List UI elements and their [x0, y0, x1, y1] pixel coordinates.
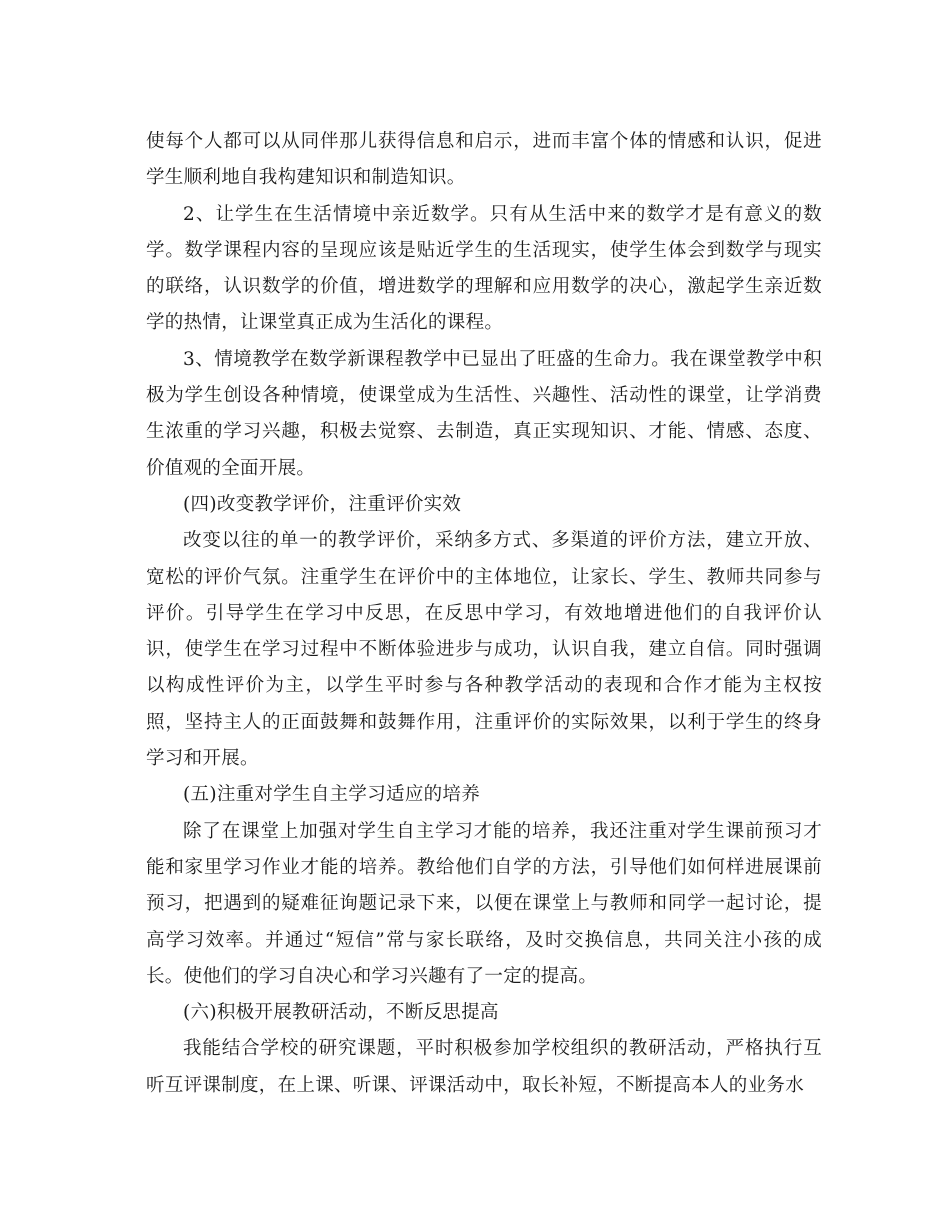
paragraph-point-2: 2、让学生在生活情境中亲近数学。只有从生活中来的数学才是有意义的数学。数学课程内容的呈现应该是贴近学生的生活现实，使学生体会到数学与现实的联络，认识数学的价值，增进数学的理解和应用数学的决心，激起学生亲近数学的热情，让课堂真正成为生活化的课程。	[146, 203, 822, 334]
paragraph-evaluation: 改变以往的单一的教学评价，采纳多方式、多渠道的评价方法，建立开放、宽松的评价气氛。注重学生在评价中的主体地位，让家长、学生、教师共同参与评价。引导学生在学习中反思，在反思中学习，有效地增进他们的自我评价认识，使学生在学习过程中不断体验进步与成功，认识自我，建立自信。同时强调以构成性评价为主，以学生平时参与各种教学活动的表现和合作才能为主权按照，坚持主人的正面鼓舞和鼓舞作用，注重评价的实际效果，以利于学生的终身学习和开展。	[146, 530, 822, 770]
document-body	[146, 124, 822, 1104]
paragraph-point-3: 3、情境教学在数学新课程教学中已显出了旺盛的生命力。我在课堂教学中积极为学生创设各种情境，使课堂成为生活性、兴趣性、活动性的课堂，让学消费生浓重的学习兴趣，积极去觉察、去制造，真正实现知识、才能、情感、态度、价值观的全面开展。	[146, 348, 822, 479]
paragraph-continuation: 使每个人都可以从同伴那儿获得信息和启示，进而丰富个体的情感和认识，促进学生顺利地自我构建知识和制造知识。	[146, 131, 822, 189]
section-heading-5: (五)注重对学生自主学习适应的培养	[183, 784, 481, 806]
section-heading-6: (六)积极开展教研活动，不断反思提高	[183, 1002, 499, 1024]
paragraph-research: 我能结合学校的研究课题，平时积极参加学校组织的教研活动，严格执行互听互评课制度，在上课、听课、评课活动中，取长补短，不断提高本人的业务水	[146, 1038, 822, 1096]
paragraph-self-study: 除了在课堂上加强对学生自主学习才能的培养，我还注重对学生课前预习才能和家里学习作业才能的培养。教给他们自学的方法，引导他们如何样进展课前预习，把遇到的疑难征询题记录下来，以便在课堂上与教师和同学一起讨论，提高学习效率。并通过“短信”常与家长联络，及时交换信息，共同关注小孩的成长。使他们的学习自决心和学习兴趣有了一定的提高。	[146, 820, 822, 987]
section-heading-4: (四)改变教学评价，注重评价实效	[183, 493, 462, 515]
